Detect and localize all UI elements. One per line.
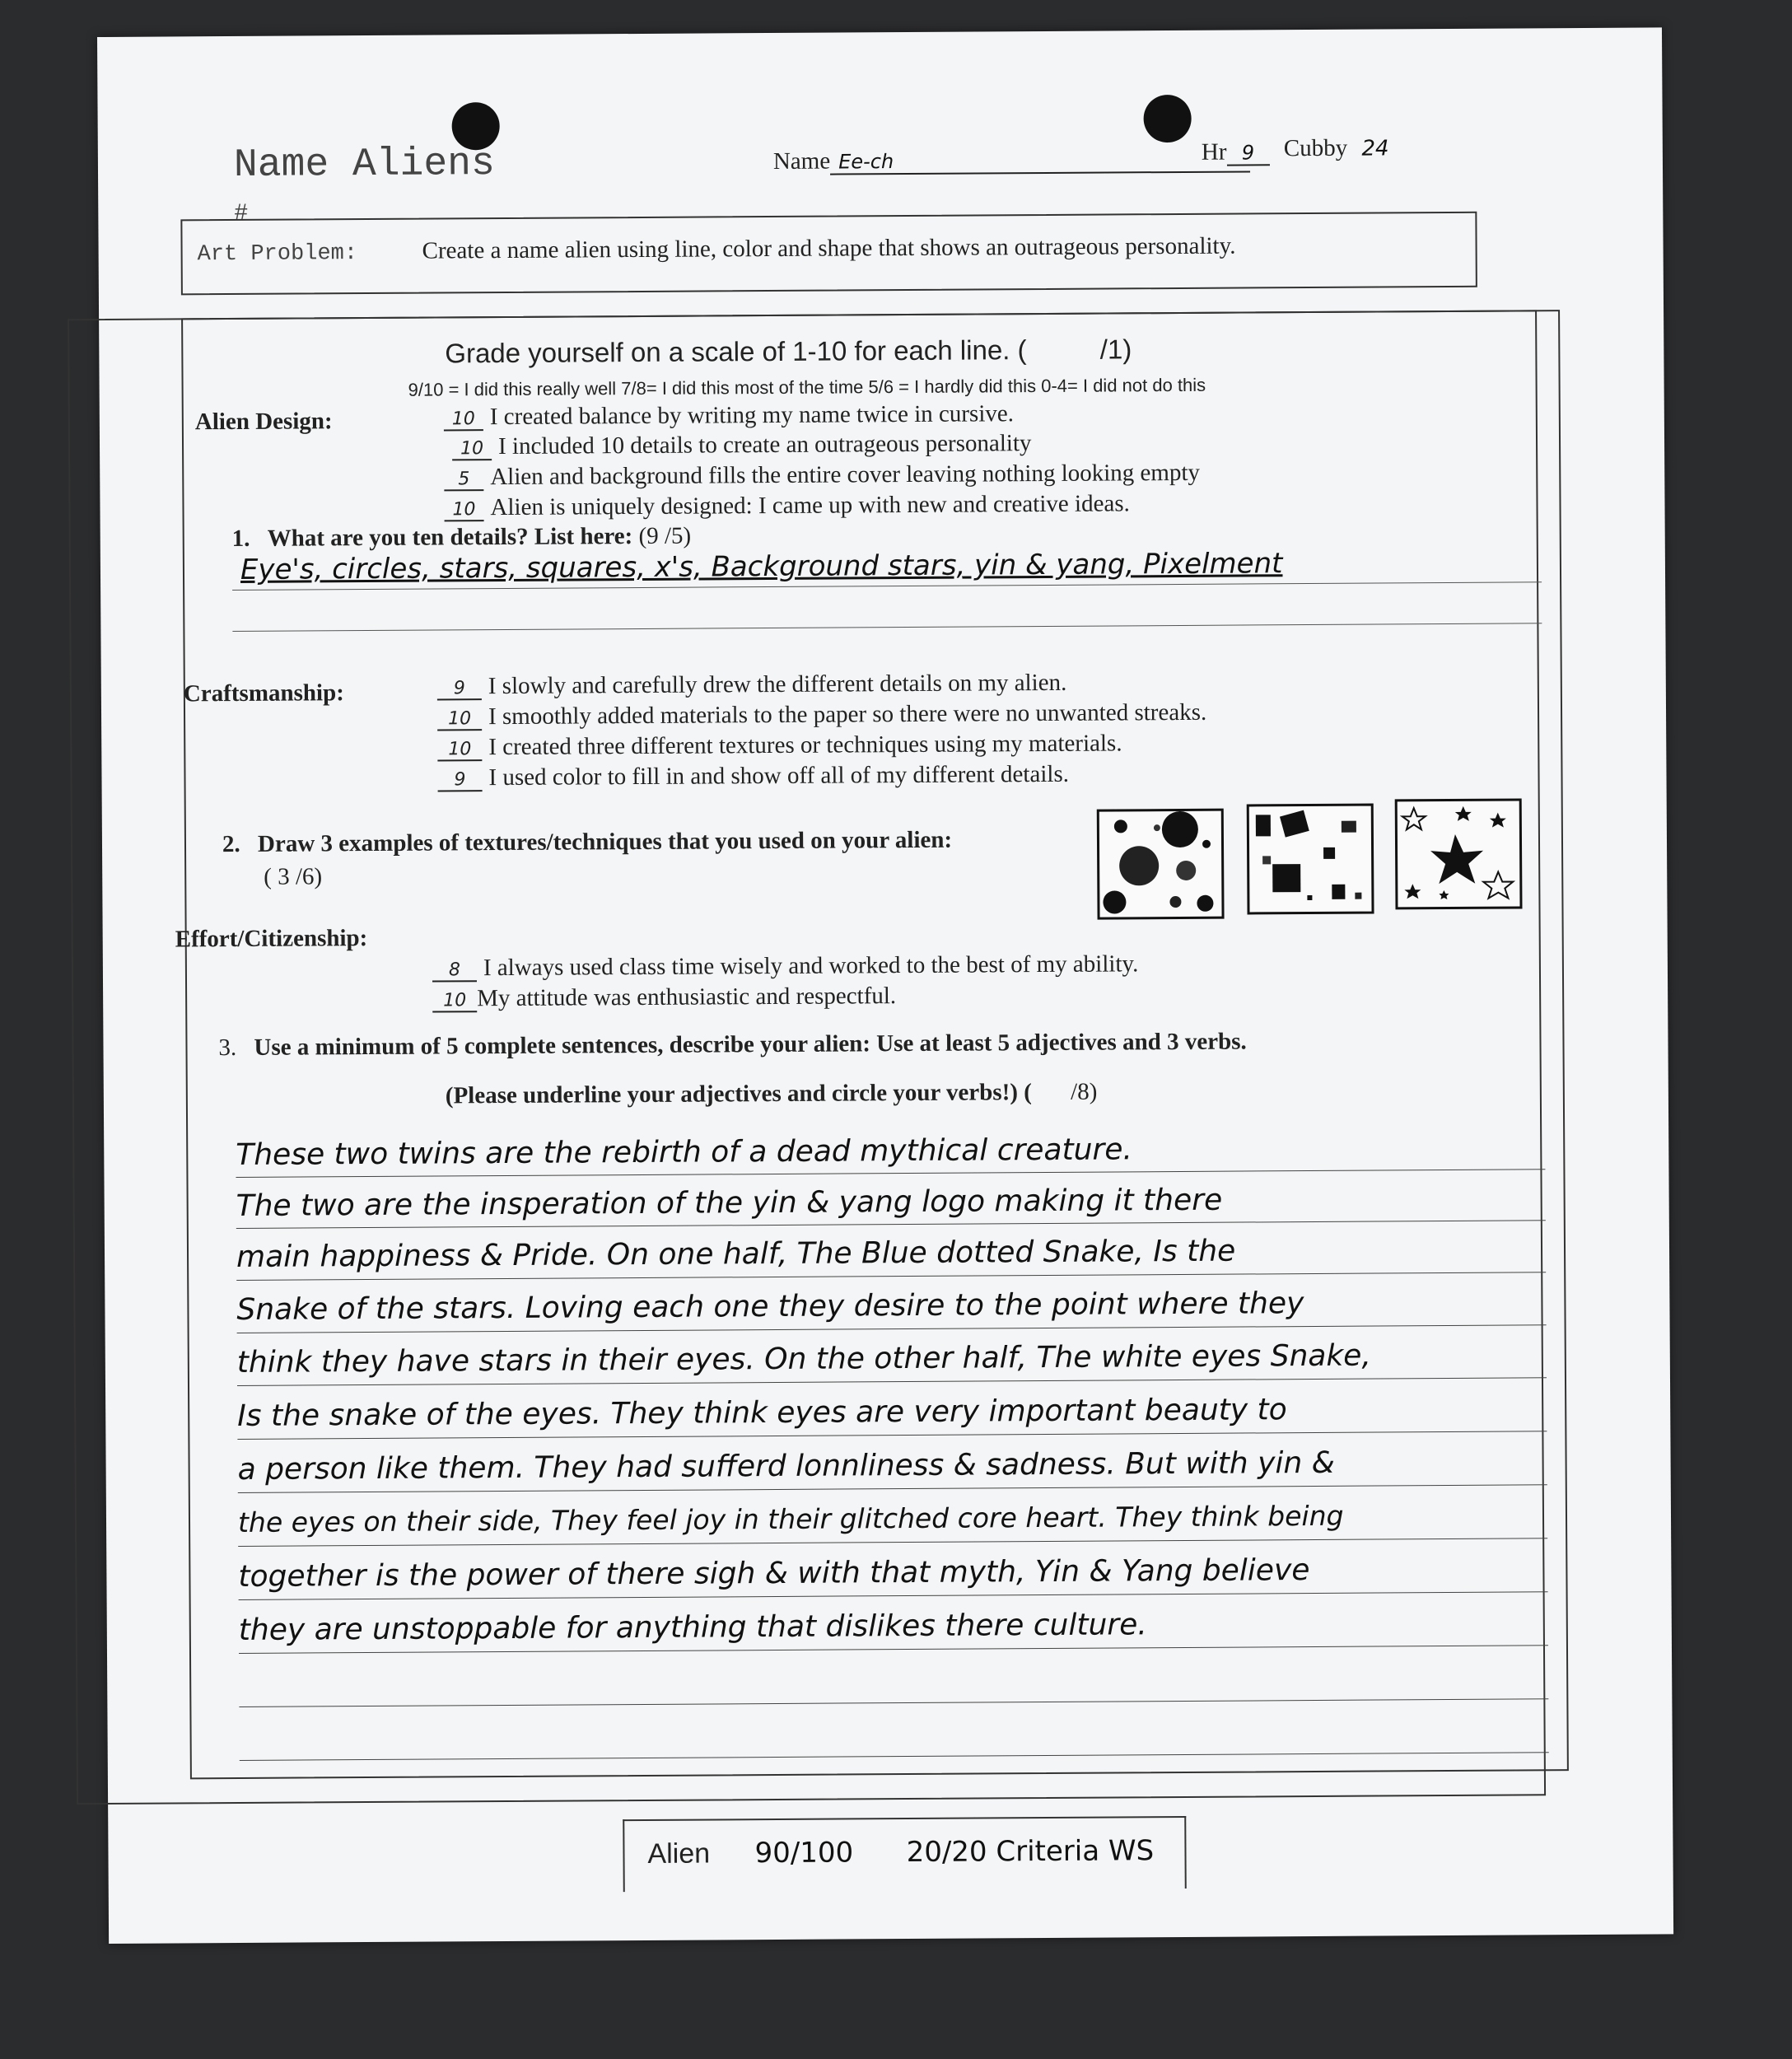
question-3-number: 3. <box>218 1034 237 1062</box>
squares-icon <box>1249 806 1372 913</box>
question-2 <box>222 827 952 858</box>
score-value: 9 <box>437 769 482 791</box>
essay-line-10: they are unstoppable for anything that dislikes there culture. <box>238 1608 1147 1647</box>
craftsmanship-item-4 <box>437 761 1069 792</box>
name-value: Ee-ch <box>830 147 1250 175</box>
grade-summary <box>647 1834 1154 1870</box>
score-value: 10 <box>437 708 482 731</box>
cubby-value: 24 <box>1361 136 1389 161</box>
score-value: 9 <box>437 678 482 700</box>
essay-line-6: Is the snake of the eyes. They think eyes are very important beauty to <box>237 1393 1287 1433</box>
cubby-field <box>1284 134 1389 162</box>
grading-heading <box>445 334 1132 369</box>
item-text: Alien is uniquely designed: I came up with new and creative ideas. <box>490 490 1130 521</box>
worksheet-title: Name Aliens <box>233 142 495 188</box>
essay-line-8: the eyes on their side, They feel joy in their glitched core heart. They think being <box>237 1499 1344 1538</box>
score-value: 10 <box>444 499 483 521</box>
score-value: 5 <box>444 469 483 491</box>
question-1-answer: Eye's, circles, stars, squares, x's, Background stars, yin & yang, Pixelment <box>240 547 1283 586</box>
item-text: I used color to fill in and show off all of my different details. <box>488 760 1070 791</box>
question-1-number: 1. <box>231 525 250 553</box>
item-text: I slowly and carefully drew the different details on my alien. <box>488 669 1067 700</box>
essay-line-2: The two are the insperation of the yin & yang logo making it there <box>236 1183 1223 1223</box>
question-1-text: What are you ten details? List here: <box>267 523 633 552</box>
score-value: 10 <box>437 739 482 761</box>
item-text: I always used class time wisely and worked to the best of my ability. <box>483 950 1139 982</box>
texture-circles-drawing <box>1097 809 1225 920</box>
worksheet-paper <box>97 27 1673 1944</box>
cubby-label: Cubby <box>1283 134 1348 162</box>
item-text: I included 10 details to create an outrageous personality <box>497 430 1032 460</box>
essay-line-5: think they have stars in their eyes. On the other half, The white eyes Snake, <box>236 1338 1371 1380</box>
name-label: Name <box>772 147 831 175</box>
item-text: I created three different textures or techniques using my materials. <box>488 730 1122 761</box>
craftsmanship-item-1 <box>437 670 1067 701</box>
stars-icon <box>1398 801 1520 907</box>
circles-icon <box>1099 811 1222 917</box>
craftsmanship-item-2 <box>437 699 1206 731</box>
question-1-score: (9 /5) <box>638 522 692 549</box>
criteria-score: 20/20 Criteria WS <box>906 1834 1155 1870</box>
grading-heading-score: /1) <box>1099 334 1132 365</box>
question-3-subscore: /8) <box>1071 1078 1098 1105</box>
hr-value: 9 <box>1226 141 1269 166</box>
alien-label: Alien <box>647 1837 711 1870</box>
alien-design-item-4 <box>444 490 1130 521</box>
question-2-number: 2. <box>222 830 240 858</box>
effort-label: Effort/Citizenship: <box>175 925 368 953</box>
effort-item-1 <box>432 950 1139 982</box>
question-2-score: ( 3 /6) <box>264 863 323 890</box>
alien-score: 90/100 <box>754 1836 854 1870</box>
question-3-text: Use a minimum of 5 complete sentences, describe your alien: Use at least 5 adjectives and 3 verbs. <box>254 1028 1247 1061</box>
texture-stars-drawing <box>1395 798 1523 909</box>
question-1 <box>232 523 692 553</box>
item-text: I created balance by writing my name twice in cursive. <box>489 400 1015 431</box>
essay-line-9: together is the power of there sigh & with that myth, Yin & Yang believe <box>238 1553 1310 1594</box>
question-3-subtext-text: (Please underline your adjectives and circle your verbs!) ( <box>445 1079 1032 1109</box>
craftsmanship-label: Craftsmanship: <box>183 679 344 707</box>
hr-field <box>1202 138 1270 166</box>
name-field <box>773 145 1250 175</box>
hash-mark: # <box>234 200 249 226</box>
art-problem-text: Create a name alien using line, color and shape that shows an outrageous personality. <box>422 232 1236 264</box>
essay-line-7: a person like them. They had sufferd lonnliness & sadness. But with yin & <box>237 1445 1335 1487</box>
score-value: 10 <box>452 438 492 460</box>
score-value: 8 <box>432 959 477 982</box>
effort-item-2 <box>432 983 896 1012</box>
alien-design-item-2 <box>452 430 1032 460</box>
punch-hole-right <box>1143 95 1191 142</box>
texture-squares-drawing <box>1247 804 1374 915</box>
craftsmanship-item-3 <box>437 730 1122 761</box>
alien-design-label: Alien Design: <box>194 408 333 436</box>
question-2-text: Draw 3 examples of textures/techniques that you used on your alien: <box>257 826 953 857</box>
alien-design-item-1 <box>444 400 1014 431</box>
item-text: I smoothly added materials to the paper so there were no unwanted streaks. <box>488 698 1207 731</box>
essay-line-4: Snake of the stars. Loving each one they desire to the point where they <box>236 1286 1304 1327</box>
score-value: 10 <box>432 990 477 1012</box>
grading-scale: 9/10 = I did this really well 7/8= I did this most of the time 5/6 = I hardly did this 0-4= I did not do this <box>408 374 1206 400</box>
hr-label: Hr <box>1201 138 1227 166</box>
alien-design-item-3 <box>444 460 1200 492</box>
item-text: My attitude was enthusiastic and respectful. <box>477 983 897 1012</box>
score-value: 10 <box>444 409 483 431</box>
essay-line-3: main happiness & Pride. On one half, The Blue dotted Snake, Is the <box>236 1234 1236 1274</box>
essay-line-1: These two twins are the rebirth of a dead mythical creature. <box>236 1132 1133 1172</box>
item-text: Alien and background fills the entire cover leaving nothing looking empty <box>490 459 1201 491</box>
question-3-subtext <box>446 1079 1098 1110</box>
art-problem-label: Art Problem: <box>197 241 358 268</box>
grading-heading-text: Grade yourself on a scale of 1-10 for each line. ( <box>445 334 1027 369</box>
